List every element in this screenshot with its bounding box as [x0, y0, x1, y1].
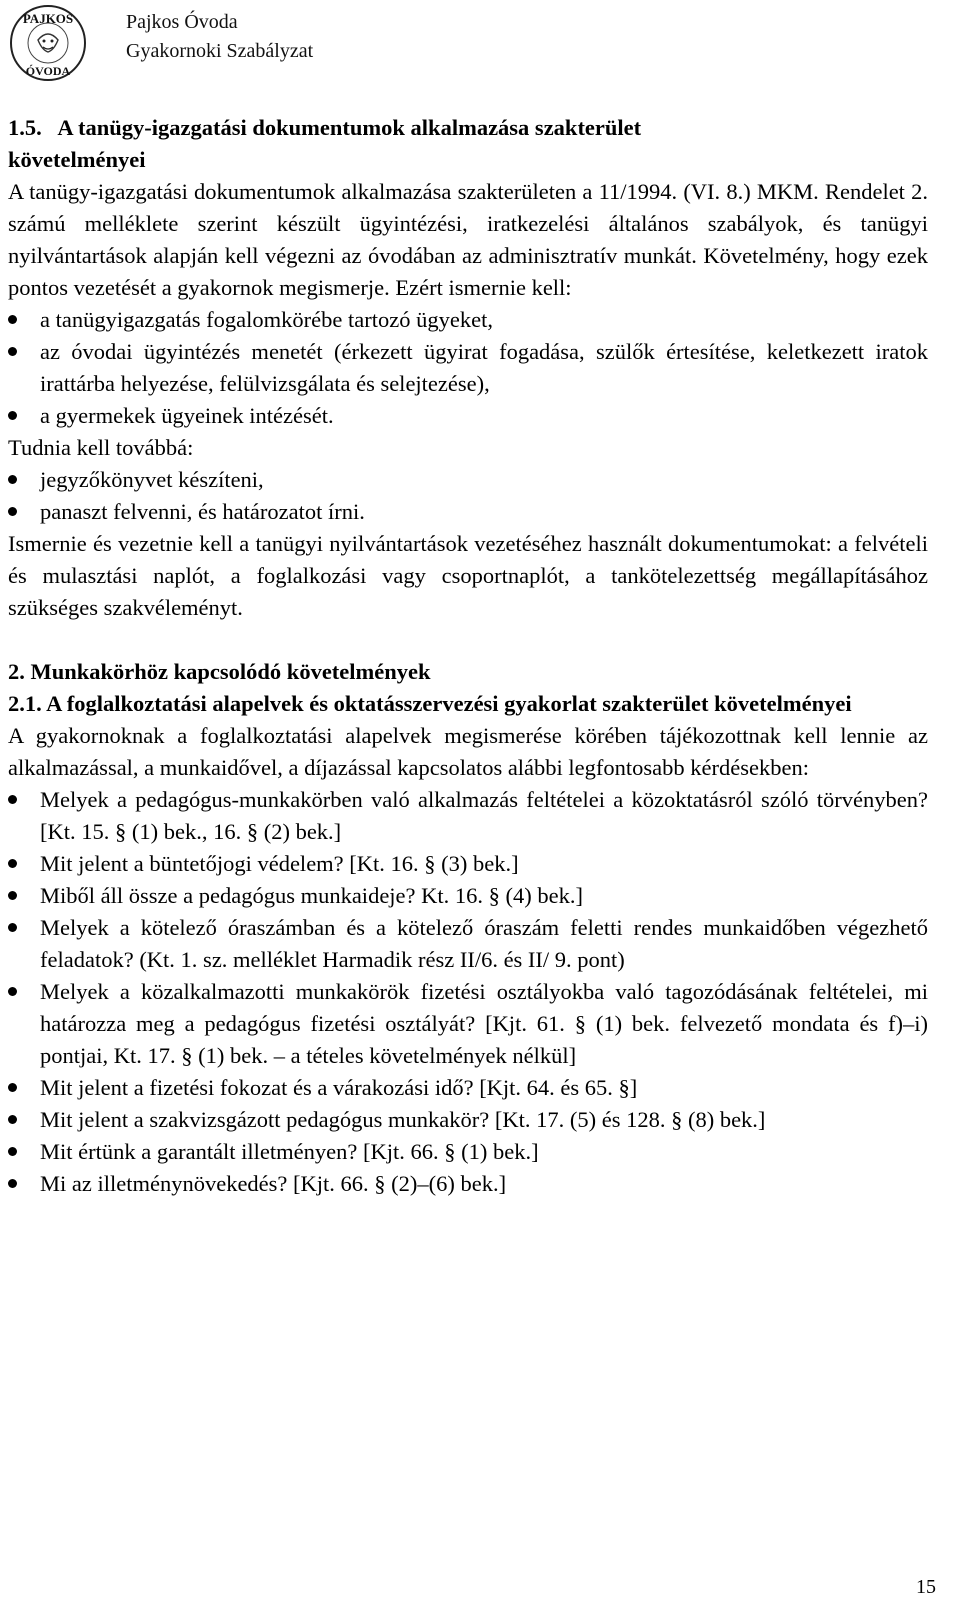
list-item: a gyermekek ügyeinek intézését.: [8, 400, 928, 432]
list-item: Melyek a pedagógus-munkakörben való alkalmazás feltételei a közoktatásról szóló törvényben? [Kt. 15. § (1) bek., 16. § (2) bek.]: [8, 784, 928, 848]
list-item: Melyek a kötelező óraszámban és a kötelező óraszám feletti rendes munkaidőben végezhető feladatok? (Kt. 1. sz. melléklet Harmadik rész II/6. és II/ 9. pont): [8, 912, 928, 976]
section-2-1-heading: 2.1. A foglalkoztatási alapelvek és oktatásszervezési gyakorlat szakterület követelményei: [8, 691, 852, 716]
list-item: Melyek a közalkalmazotti munkakörök fizetési osztályokba való tagozódásának feltételei, mi határozza meg a pedagógus fizetési osztályát? [Kjt. 61. § (1) bek. felvezető mondata és f)–i) pontjai, Kt. 17. § (1) bek. – a tételes követelmények nélkül]: [8, 976, 928, 1072]
list-item: jegyzőkönyvet készíteni,: [8, 464, 928, 496]
list-item: a tanügyigazgatás fogalomkörébe tartozó ügyeket,: [8, 304, 928, 336]
list-item: Mit jelent a fizetési fokozat és a várakozási idő? [Kjt. 64. és 65. §]: [8, 1072, 928, 1104]
header-institution-name: Pajkos Óvoda: [126, 11, 238, 33]
section-1-5-heading-line2: követelményei: [8, 147, 146, 172]
list-item: panaszt felvenni, és határozatot írni.: [8, 496, 928, 528]
section-1-5-bullet-list: [8, 304, 928, 432]
header-document-title: Gyakornoki Szabályzat: [126, 40, 314, 62]
list-item: Mit jelent a szakvizsgázott pedagógus munkakör? [Kt. 17. (5) és 128. § (8) bek.]: [8, 1104, 928, 1136]
section-2-heading: 2. Munkakörhöz kapcsolódó követelmények: [8, 659, 431, 684]
document-body: [8, 112, 928, 1200]
section-1-5-heading-line1: 1.5. A tanügy-igazgatási dokumentumok alkalmazása szakterület: [8, 115, 642, 140]
section-1-5-paragraph: A tanügy-igazgatási dokumentumok alkalmazása szakterületen a 11/1994. (VI. 8.) MKM. Rendelet 2. számú melléklete szerint készült ügyintézési, iratkezelési általános szabályok, és tanügyi nyilvántartások alapján kell végezni az óvodában az adminisztratív munkát. Követelmény, hogy ezek pontos vezetését a gyakornok megismerje. Ezért ismernie kell:: [8, 179, 928, 300]
section-1-5-closing-paragraph: Ismernie és vezetnie kell a tanügyi nyilvántartások vezetéséhez használt dokumentumokat: a felvételi és mulasztási naplót, a foglalkozási vagy csoportnaplót, a tankötelezettség megállapításához szükséges szakvéleményt.: [8, 531, 928, 620]
also-required-label: Tudnia kell továbbá:: [8, 435, 194, 460]
list-item: Mit értünk a garantált illetményen? [Kjt. 66. § (1) bek.]: [8, 1136, 928, 1168]
list-item: Mit jelent a büntetőjogi védelem? [Kt. 16. § (3) bek.]: [8, 848, 928, 880]
svg-text:PAJKOS: PAJKOS: [22, 11, 74, 26]
svg-text:ÓVODA: ÓVODA: [25, 64, 71, 78]
also-required-list: [8, 464, 928, 528]
kindergarten-logo: [8, 4, 88, 82]
page-header: [8, 4, 313, 84]
list-item: Miből áll össze a pedagógus munkaideje? Kt. 16. § (4) bek.]: [8, 880, 928, 912]
page-number: 15: [916, 1576, 936, 1598]
list-item: Mi az illetménynövekedés? [Kjt. 66. § (2)–(6) bek.]: [8, 1168, 928, 1200]
header-text: [126, 8, 313, 66]
section-2-1-question-list: [8, 784, 928, 1200]
list-item: az óvodai ügyintézés menetét (érkezett ügyirat fogadása, szülők értesítése, keletkezett iratok irattárba helyezése, felülvizsgálata és selejtezése),: [8, 336, 928, 400]
section-spacer: [8, 624, 928, 656]
section-2-1-paragraph: A gyakornoknak a foglalkoztatási alapelvek megismerése körében tájékozottnak kell lennie az alkalmazással, a munkaidővel, a díjazással kapcsolatos alábbi legfontosabb kérdésekben:: [8, 723, 928, 780]
